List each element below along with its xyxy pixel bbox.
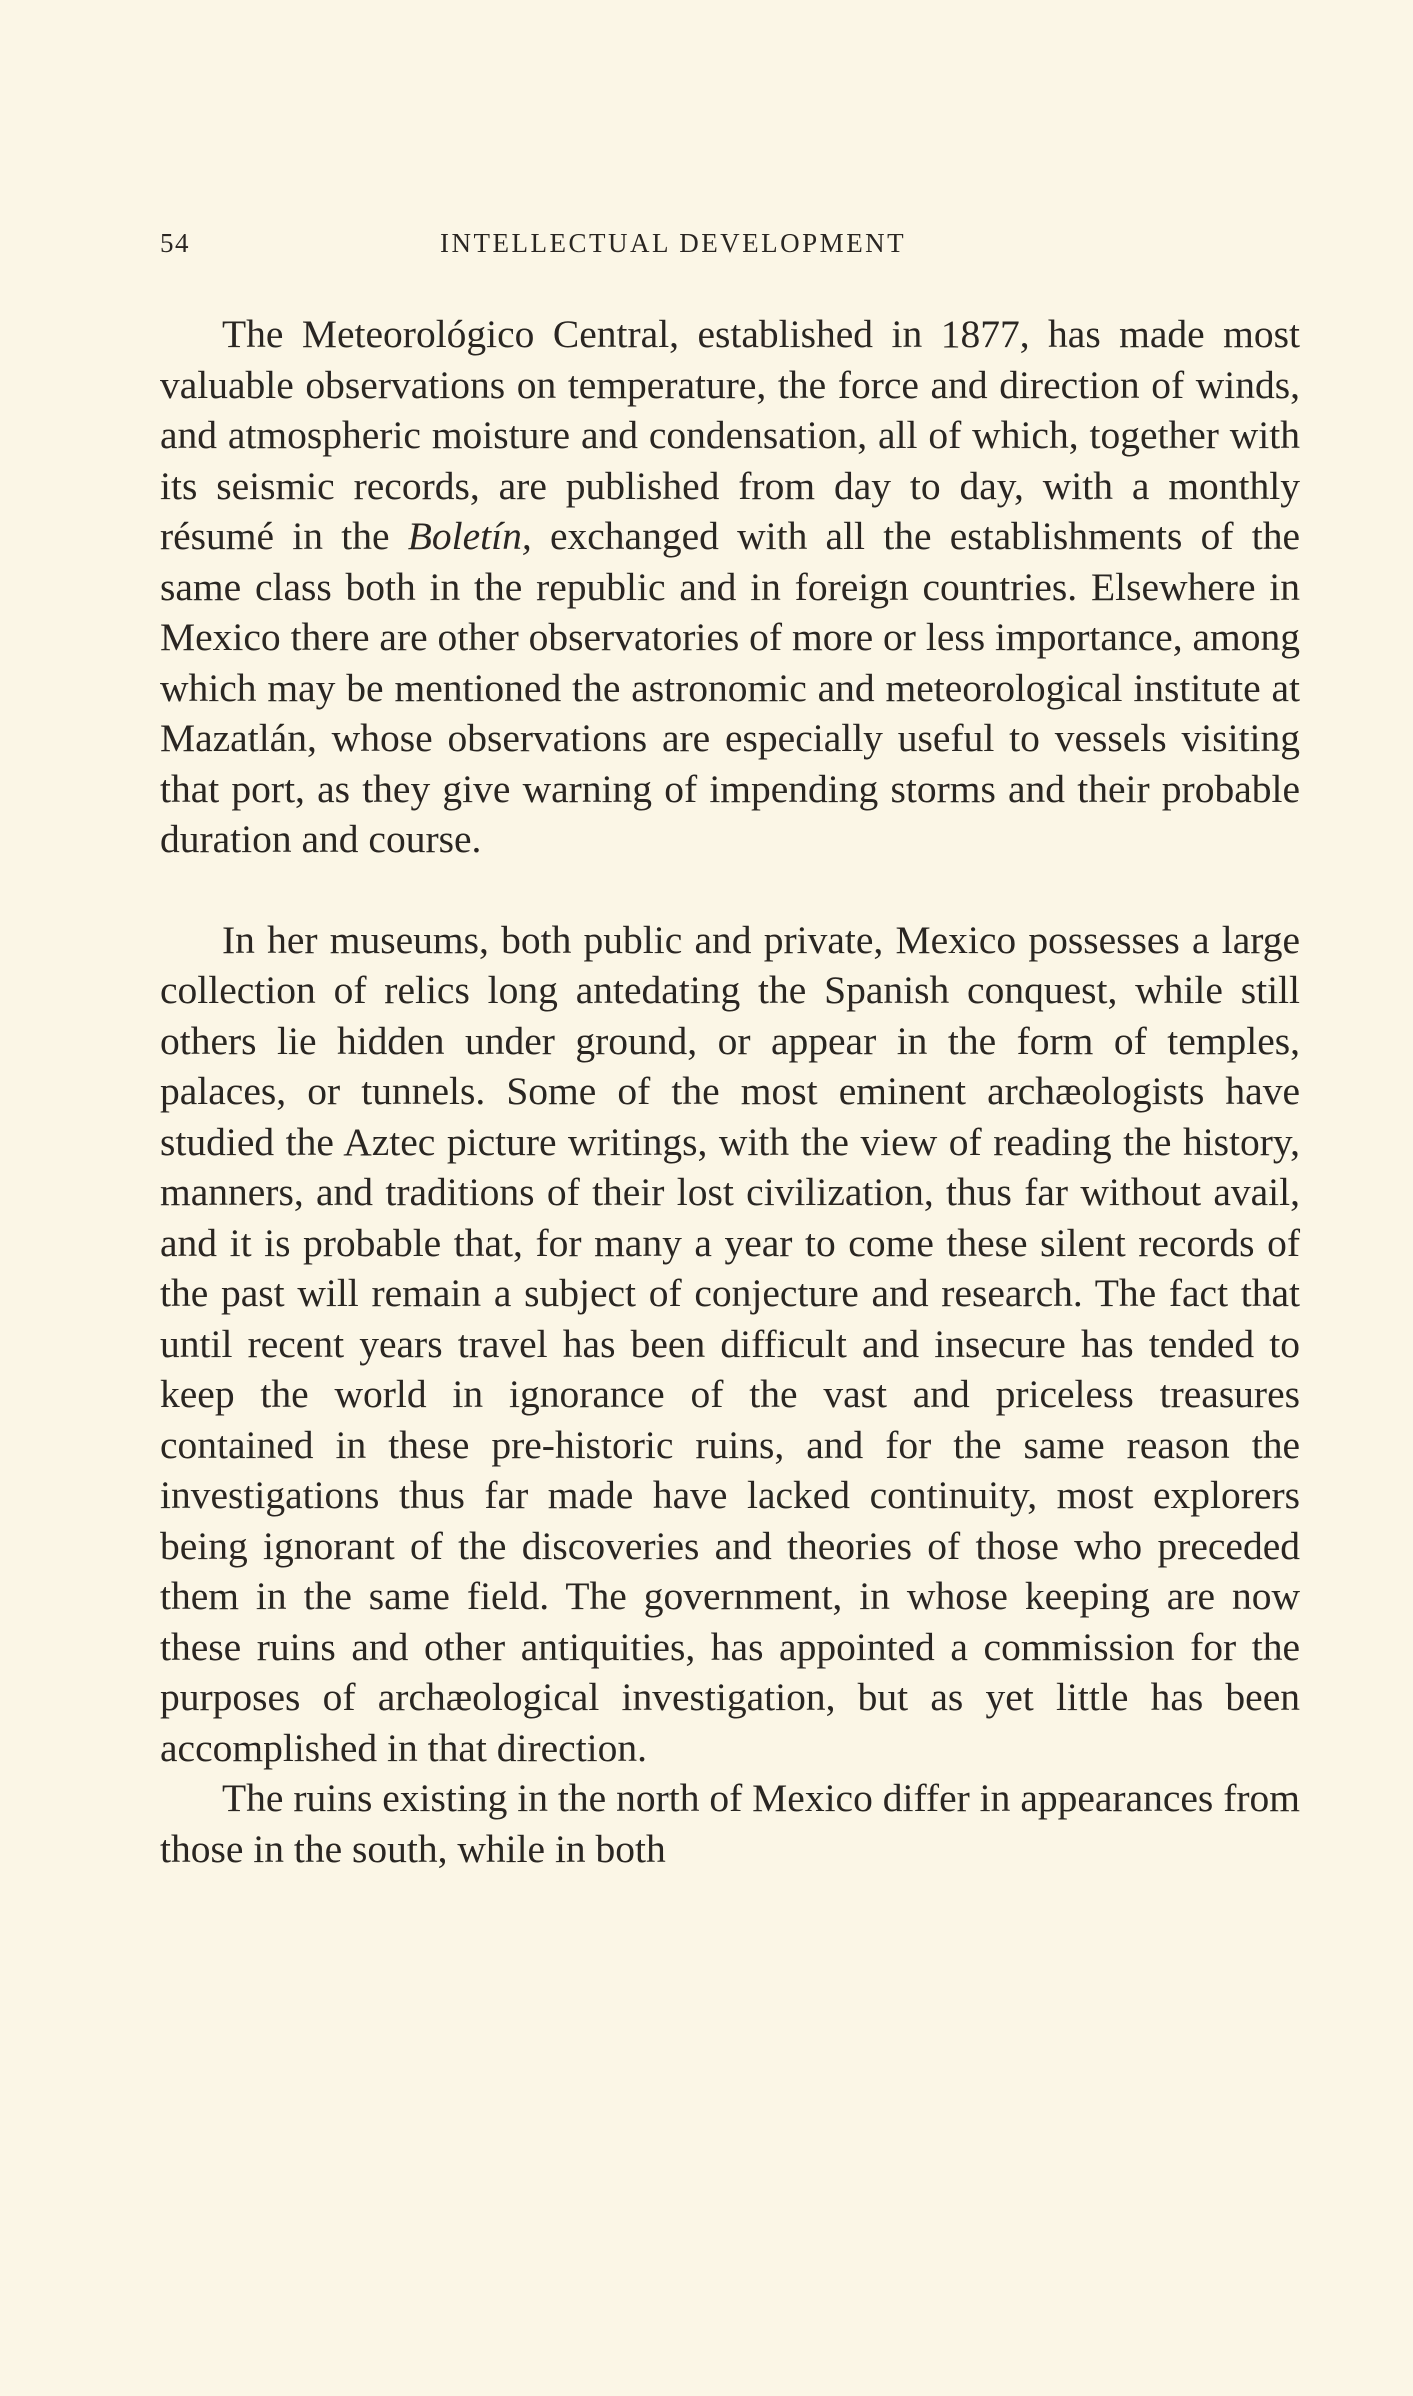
page-body bbox=[160, 309, 1300, 1874]
paragraph-text: The Meteorológico Central, established in 1877, has made most valuable observations on temperature, the force and direction of winds, and atmospheric moisture and condensation, all of which, together with its seismic records, are published from day to day, with a monthly résumé in the bbox=[160, 312, 1300, 558]
paragraph-text: exchanged with all the establishments of the same class both in the republic and in foreign countries. Elsewhere in Mexico there are other observatories of more or less importance, among which may be mentioned the astronomic and meteorological institute at Mazatlán, whose observations are especially useful to vessels visiting that port, as they give warning of impending storms and their probable duration and course. bbox=[160, 514, 1300, 861]
page-number: 54 bbox=[160, 228, 190, 258]
paragraph-museums: In her museums, both public and private, Mexico possesses a large collection of relics long antedating the Spanish conquest, while still others lie hidden under ground, or appear in the form of temples, palaces, or tunnels. Some of the most eminent archæologists have studied the Aztec picture writings, with the view of reading the history, manners, and traditions of their lost civilization, thus far without avail, and it is probable that, for many a year to come these silent records of the past will remain a subject of conjecture and research. The fact that until recent years travel has been difficult and insecure has tended to keep the world in ignorance of the vast and priceless treasures contained in these pre-historic ruins, and for the same reason the investigations thus far made have lacked continuity, most explorers being ignorant of the discoveries and theories of those who preceded them in the same field. The government, in whose keeping are now these ruins and other antiquities, has appointed a commission for the purposes of archæological investigation, but as yet little has been accomplished in that direction. bbox=[160, 917, 1300, 1770]
running-head: INTELLECTUAL DEVELOPMENT bbox=[440, 228, 907, 258]
paragraph-ruins: The ruins existing in the north of Mexico differ in appearances from those in the south, while in both bbox=[160, 1776, 1300, 1871]
paragraph-meteorological bbox=[160, 309, 1300, 865]
page-header bbox=[160, 228, 1300, 268]
italic-title: Boletín, bbox=[407, 514, 532, 558]
